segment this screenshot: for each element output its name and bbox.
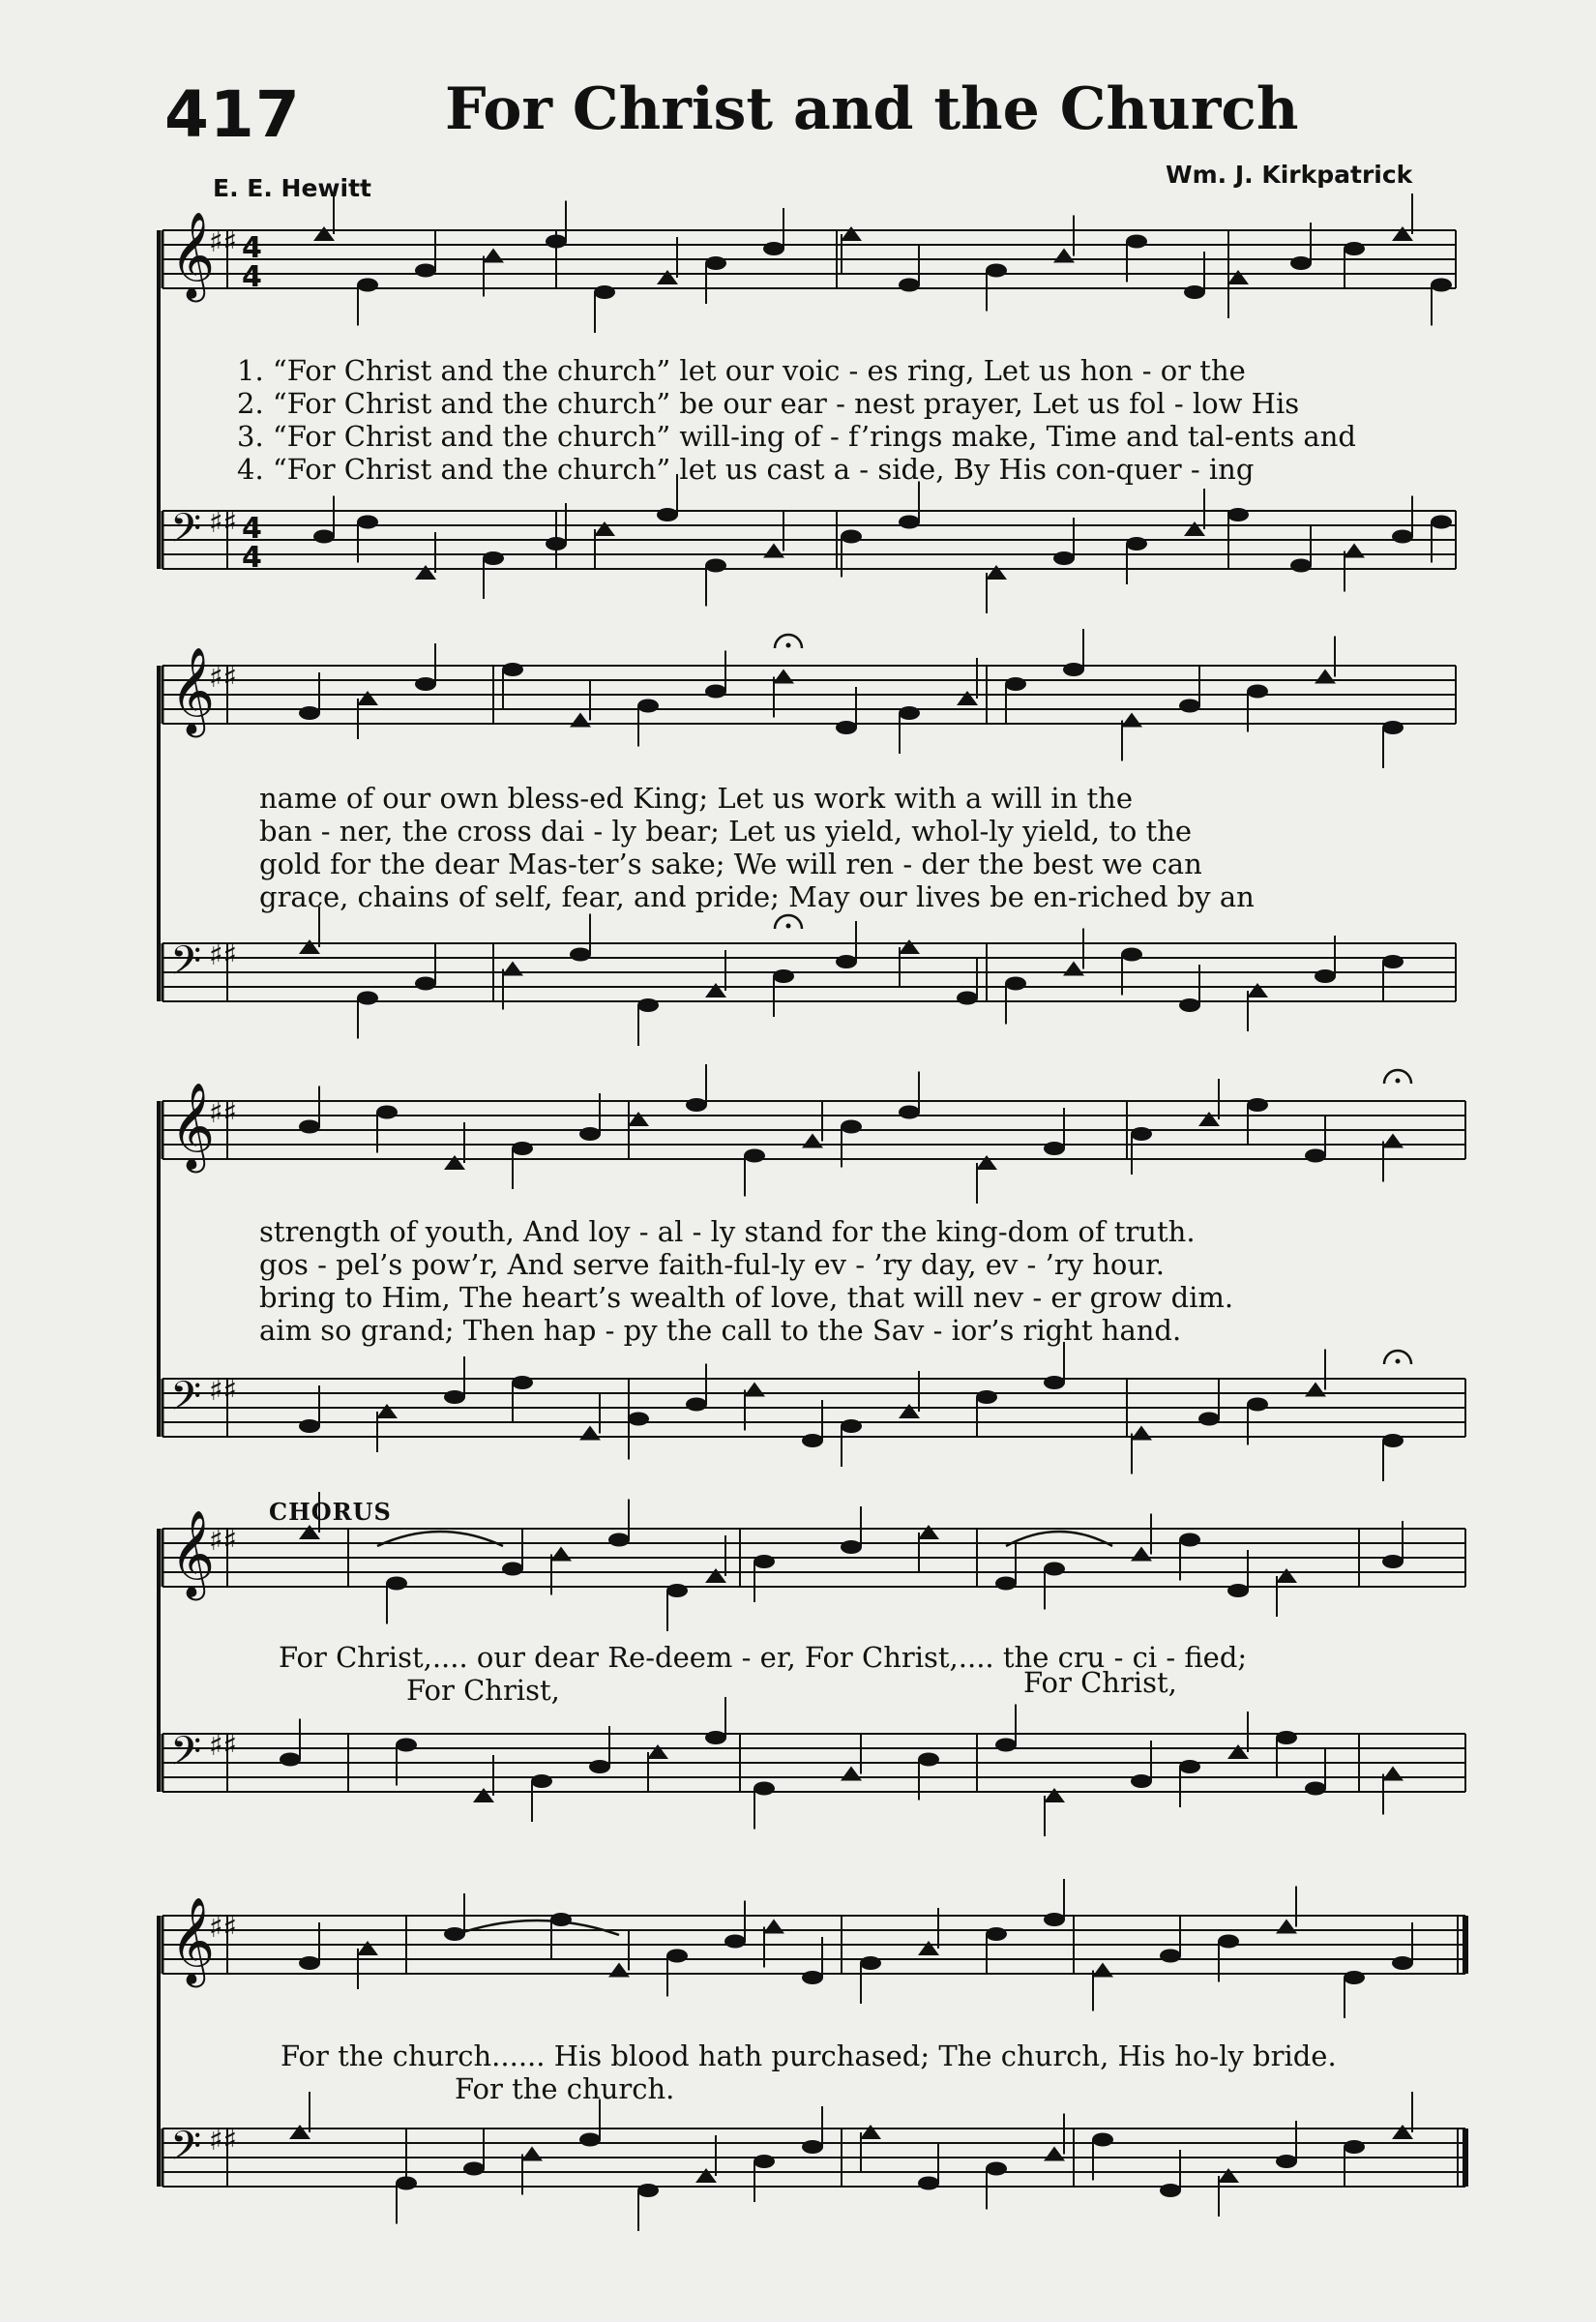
note-head xyxy=(1276,1731,1297,1744)
note-head xyxy=(1092,1963,1113,1978)
note-head xyxy=(1392,2125,1413,2139)
note-head xyxy=(1227,1744,1249,1759)
note-head xyxy=(550,1547,572,1562)
note-head xyxy=(986,1927,1007,1941)
note-head xyxy=(594,285,615,299)
note-head xyxy=(299,1120,320,1134)
note-head xyxy=(1392,530,1413,544)
note-head xyxy=(357,691,378,705)
note-head xyxy=(415,565,436,580)
lyric-line: bring to Him, The heart’s wealth of love, that will nev - er grow dim. xyxy=(259,1281,1234,1314)
note-head xyxy=(1305,1149,1326,1163)
note-head xyxy=(705,1568,726,1583)
note-head xyxy=(1005,977,1026,991)
note-head xyxy=(415,264,436,278)
note-head xyxy=(357,516,378,529)
bass-clef-icon: 𝄢 xyxy=(170,2123,202,2179)
note-head xyxy=(802,1134,823,1148)
note-head xyxy=(512,1142,533,1155)
note-head xyxy=(1005,677,1026,691)
note-head xyxy=(1063,962,1084,976)
note-head xyxy=(299,1956,320,1970)
note-head xyxy=(386,1577,407,1591)
note-head xyxy=(841,530,862,544)
note-head xyxy=(1227,1584,1249,1597)
note-head xyxy=(313,530,335,544)
note-head xyxy=(415,677,436,691)
lyric-line: For the church...... His blood hath purchased; The church, His ho-ly bride. xyxy=(281,2039,1337,2072)
note-head xyxy=(918,1525,939,1539)
note-head xyxy=(1044,2147,1065,2161)
note-head xyxy=(415,977,436,991)
note-head xyxy=(512,1376,533,1389)
note-head xyxy=(773,969,794,983)
note-head xyxy=(483,249,504,263)
note-head xyxy=(483,551,504,565)
lyric-line: 3. “For Christ and the church” will-ing of - f’rings make, Time and tal-ents and xyxy=(237,420,1356,453)
note-head xyxy=(1392,226,1413,241)
note-head xyxy=(899,279,920,292)
note-head xyxy=(357,1941,378,1955)
note-head xyxy=(1315,670,1336,684)
echo-lyric: For Christ, xyxy=(406,1674,560,1707)
note-head xyxy=(686,1398,707,1412)
note-head xyxy=(1044,1563,1065,1576)
note-head xyxy=(1179,1533,1200,1547)
note-head xyxy=(1227,508,1249,521)
note-head xyxy=(860,2125,881,2139)
note-head xyxy=(1382,721,1404,734)
echo-lyric: For the church. xyxy=(455,2072,675,2105)
note-head xyxy=(773,670,794,684)
treble-clef-icon: 𝄞 xyxy=(170,1897,216,1984)
note-head xyxy=(976,1390,997,1404)
note-head xyxy=(841,1767,862,1781)
note-head xyxy=(1126,235,1147,249)
key-signature-icon: ♯♯ xyxy=(209,1524,238,1558)
note-head xyxy=(986,2162,1007,2176)
note-head xyxy=(754,1555,775,1568)
note-head xyxy=(608,1533,630,1547)
note-head xyxy=(376,1106,398,1119)
note-head xyxy=(1160,1950,1181,1963)
note-head xyxy=(744,1383,765,1397)
note-head xyxy=(1382,1434,1404,1447)
note-head xyxy=(657,270,678,284)
note-head xyxy=(1344,2140,1365,2154)
note-head xyxy=(695,2168,717,2183)
key-signature-icon: ♯♯ xyxy=(209,1729,238,1763)
note-head xyxy=(686,1098,707,1112)
note-head xyxy=(899,706,920,720)
composer: Wm. J. Kirkpatrick xyxy=(1166,161,1413,189)
note-head xyxy=(1121,713,1142,728)
lyric-line: aim so grand; Then hap - py the call to the Sav - ior’s right hand. xyxy=(259,1314,1182,1347)
note-head xyxy=(1126,537,1147,551)
treble-clef-icon: 𝄞 xyxy=(170,212,216,299)
note-head xyxy=(705,983,726,997)
lyric-line: 1. “For Christ and the church” let our voic - es ring, Let us hon - or the xyxy=(237,354,1246,387)
note-head xyxy=(1218,2168,1239,2183)
note-head xyxy=(1247,983,1268,997)
note-head xyxy=(899,939,920,954)
note-head xyxy=(357,279,378,292)
note-head xyxy=(546,235,567,249)
note-head xyxy=(531,1774,552,1788)
note-head xyxy=(1227,270,1249,284)
lyricist: E. E. Hewitt xyxy=(213,174,372,202)
note-head xyxy=(957,691,978,705)
note-head xyxy=(1431,516,1452,529)
note-head xyxy=(299,1419,320,1433)
note-head xyxy=(1290,256,1312,270)
note-head xyxy=(836,721,857,734)
note-head xyxy=(1305,1782,1326,1796)
note-head xyxy=(802,2140,823,2154)
note-head xyxy=(1053,551,1075,565)
note-head xyxy=(724,1935,746,1949)
hymn-title: For Christ and the Church xyxy=(445,75,1299,143)
note-head xyxy=(705,685,726,699)
note-head xyxy=(1131,1127,1152,1141)
note-head xyxy=(841,1540,862,1554)
note-head xyxy=(1160,2184,1181,2197)
note-head xyxy=(705,1731,726,1744)
note-head xyxy=(1382,955,1404,968)
note-head xyxy=(1382,1555,1404,1568)
note-head xyxy=(763,1920,784,1934)
note-head xyxy=(1131,1426,1152,1441)
treble-clef-icon: 𝄞 xyxy=(170,647,216,734)
hymn-number: 417 xyxy=(164,77,301,152)
note-head xyxy=(899,1106,920,1119)
note-head xyxy=(444,1155,465,1170)
bass-clef-icon: 𝄢 xyxy=(170,1728,202,1784)
note-head xyxy=(1344,544,1365,558)
key-signature-icon: ♯♯ xyxy=(209,506,238,540)
note-head xyxy=(313,226,335,241)
bass-clef-icon: 𝄢 xyxy=(170,505,202,561)
lyric-line: name of our own bless-ed King; Let us work with a will in the xyxy=(259,782,1134,815)
note-head xyxy=(299,939,320,954)
note-head xyxy=(589,1760,610,1773)
note-head xyxy=(1344,1971,1365,1984)
note-head xyxy=(1198,1112,1220,1126)
note-head xyxy=(463,2162,485,2176)
note-head xyxy=(802,1971,823,1984)
note-head xyxy=(986,565,1007,580)
note-head xyxy=(1344,242,1365,255)
note-head xyxy=(521,2147,543,2161)
note-head xyxy=(647,1744,668,1759)
bass-clef-icon: 𝄢 xyxy=(170,1373,202,1429)
echo-lyric: For Christ, xyxy=(1023,1666,1177,1699)
note-head xyxy=(1315,969,1336,983)
note-head xyxy=(637,700,659,713)
note-head xyxy=(376,1404,398,1418)
key-signature-icon: ♯♯ xyxy=(209,1096,238,1130)
note-head xyxy=(1044,1376,1065,1389)
note-head xyxy=(1247,685,1268,699)
fermata-icon xyxy=(1396,1359,1401,1364)
note-head xyxy=(1131,1774,1152,1788)
note-head xyxy=(1382,1767,1404,1781)
tie-icon xyxy=(455,1920,619,1935)
note-head xyxy=(836,955,857,968)
note-head xyxy=(918,1941,939,1955)
note-head xyxy=(473,1788,494,1802)
chorus-label: CHORUS xyxy=(269,1498,392,1526)
note-head xyxy=(502,663,523,676)
note-head xyxy=(1247,1098,1268,1112)
note-head xyxy=(841,1419,862,1433)
note-head xyxy=(502,962,523,976)
note-head xyxy=(1305,1383,1326,1397)
note-head xyxy=(763,544,784,558)
key-signature-icon: ♯♯ xyxy=(209,2124,238,2158)
lyric-line: gold for the dear Mas-ter’s sake; We will ren - der the best we can xyxy=(259,848,1202,880)
note-head xyxy=(1063,663,1084,676)
note-head xyxy=(1247,1398,1268,1412)
note-head xyxy=(570,948,591,962)
note-head xyxy=(1044,1142,1065,1155)
note-head xyxy=(396,2177,417,2190)
note-head xyxy=(1392,1956,1413,1970)
note-head xyxy=(1218,1935,1239,1949)
note-head xyxy=(280,1753,301,1767)
note-head xyxy=(637,998,659,1012)
note-head xyxy=(918,1753,939,1767)
treble-clef-icon: 𝄞 xyxy=(170,1083,216,1170)
note-head xyxy=(550,1913,572,1926)
note-head xyxy=(1179,1760,1200,1773)
note-head xyxy=(986,264,1007,278)
note-head xyxy=(1276,2155,1297,2168)
note-head xyxy=(444,1390,465,1404)
note-head xyxy=(1121,948,1142,962)
note-head xyxy=(744,1149,765,1163)
note-head xyxy=(1184,521,1205,536)
note-head xyxy=(763,242,784,255)
note-head xyxy=(976,1155,997,1170)
note-head xyxy=(289,2125,310,2139)
fermata-icon xyxy=(1396,1079,1401,1084)
note-head xyxy=(918,2177,939,2190)
note-head xyxy=(841,1120,862,1134)
note-head xyxy=(754,2155,775,2168)
note-head xyxy=(1276,1920,1297,1934)
time-signature-icon: 4 xyxy=(242,541,262,575)
note-head xyxy=(802,1434,823,1447)
note-head xyxy=(657,508,678,521)
note-head xyxy=(705,559,726,573)
note-head xyxy=(608,1963,630,1978)
key-signature-icon: ♯♯ xyxy=(209,661,238,695)
note-head xyxy=(1184,285,1205,299)
note-head xyxy=(754,1782,775,1796)
note-head xyxy=(995,1739,1017,1752)
time-signature-icon: 4 xyxy=(242,512,262,546)
note-head xyxy=(579,1127,601,1141)
note-head xyxy=(570,713,591,728)
note-head xyxy=(628,1413,649,1426)
note-head xyxy=(357,992,378,1005)
note-head xyxy=(1382,1134,1404,1148)
time-signature-icon: 4 xyxy=(242,231,262,265)
note-head xyxy=(1092,2133,1113,2147)
note-head xyxy=(1179,998,1200,1012)
note-head xyxy=(579,2133,601,2147)
note-head xyxy=(396,1739,417,1752)
lyric-line: 4. “For Christ and the church” let us cast a - side, By His con-quer - ing xyxy=(237,453,1255,486)
fermata-icon xyxy=(786,924,791,929)
note-head xyxy=(1431,279,1452,292)
bass-clef-icon: 𝄢 xyxy=(170,938,202,994)
lyric-line: ban - ner, the cross dai - ly bear; Let us yield, whol-ly yield, to the xyxy=(259,815,1193,848)
key-signature-icon: ♯♯ xyxy=(209,1374,238,1408)
note-head xyxy=(299,706,320,720)
key-signature-icon: ♯♯ xyxy=(209,938,238,972)
note-head xyxy=(899,1404,920,1418)
note-head xyxy=(841,226,862,241)
note-head xyxy=(637,2184,659,2197)
note-head xyxy=(666,1950,688,1963)
note-head xyxy=(1044,1788,1065,1802)
treble-clef-icon: 𝄞 xyxy=(170,1510,216,1597)
note-head xyxy=(1179,700,1200,713)
note-head xyxy=(899,516,920,529)
note-head xyxy=(594,521,615,536)
note-head xyxy=(957,992,978,1005)
note-head xyxy=(666,1584,688,1597)
note-head xyxy=(628,1112,649,1126)
note-head xyxy=(1276,1568,1297,1583)
note-head xyxy=(705,256,726,270)
note-head xyxy=(1044,1913,1065,1926)
lyric-line: For Christ,.... our dear Re-deem - er, For Christ,.... the cru - ci - fied; xyxy=(279,1641,1248,1674)
time-signature-icon: 4 xyxy=(242,260,262,294)
note-head xyxy=(1198,1413,1220,1426)
note-head xyxy=(579,1426,601,1441)
note-head xyxy=(1131,1547,1152,1562)
note-head xyxy=(299,1525,320,1539)
note-head xyxy=(502,1563,523,1576)
lyric-line: 2. “For Christ and the church” be our ear - nest prayer, Let us fol - low His xyxy=(237,387,1300,420)
lyric-line: gos - pel’s pow’r, And serve faith-ful-ly ev - ’ry day, ev - ’ry hour. xyxy=(259,1248,1165,1281)
note-head xyxy=(546,537,567,551)
key-signature-icon: ♯♯ xyxy=(209,1911,238,1945)
key-signature-icon: ♯♯ xyxy=(209,225,238,259)
fermata-icon xyxy=(786,643,791,648)
lyric-line: grace, chains of self, fear, and pride; May our lives be en-riched by an xyxy=(259,880,1255,913)
lyric-line: strength of youth, And loy - al - ly stand for the king-dom of truth. xyxy=(259,1215,1196,1248)
note-head xyxy=(860,1956,881,1970)
note-head xyxy=(1290,559,1312,573)
note-head xyxy=(995,1577,1017,1591)
note-head xyxy=(1053,249,1075,263)
